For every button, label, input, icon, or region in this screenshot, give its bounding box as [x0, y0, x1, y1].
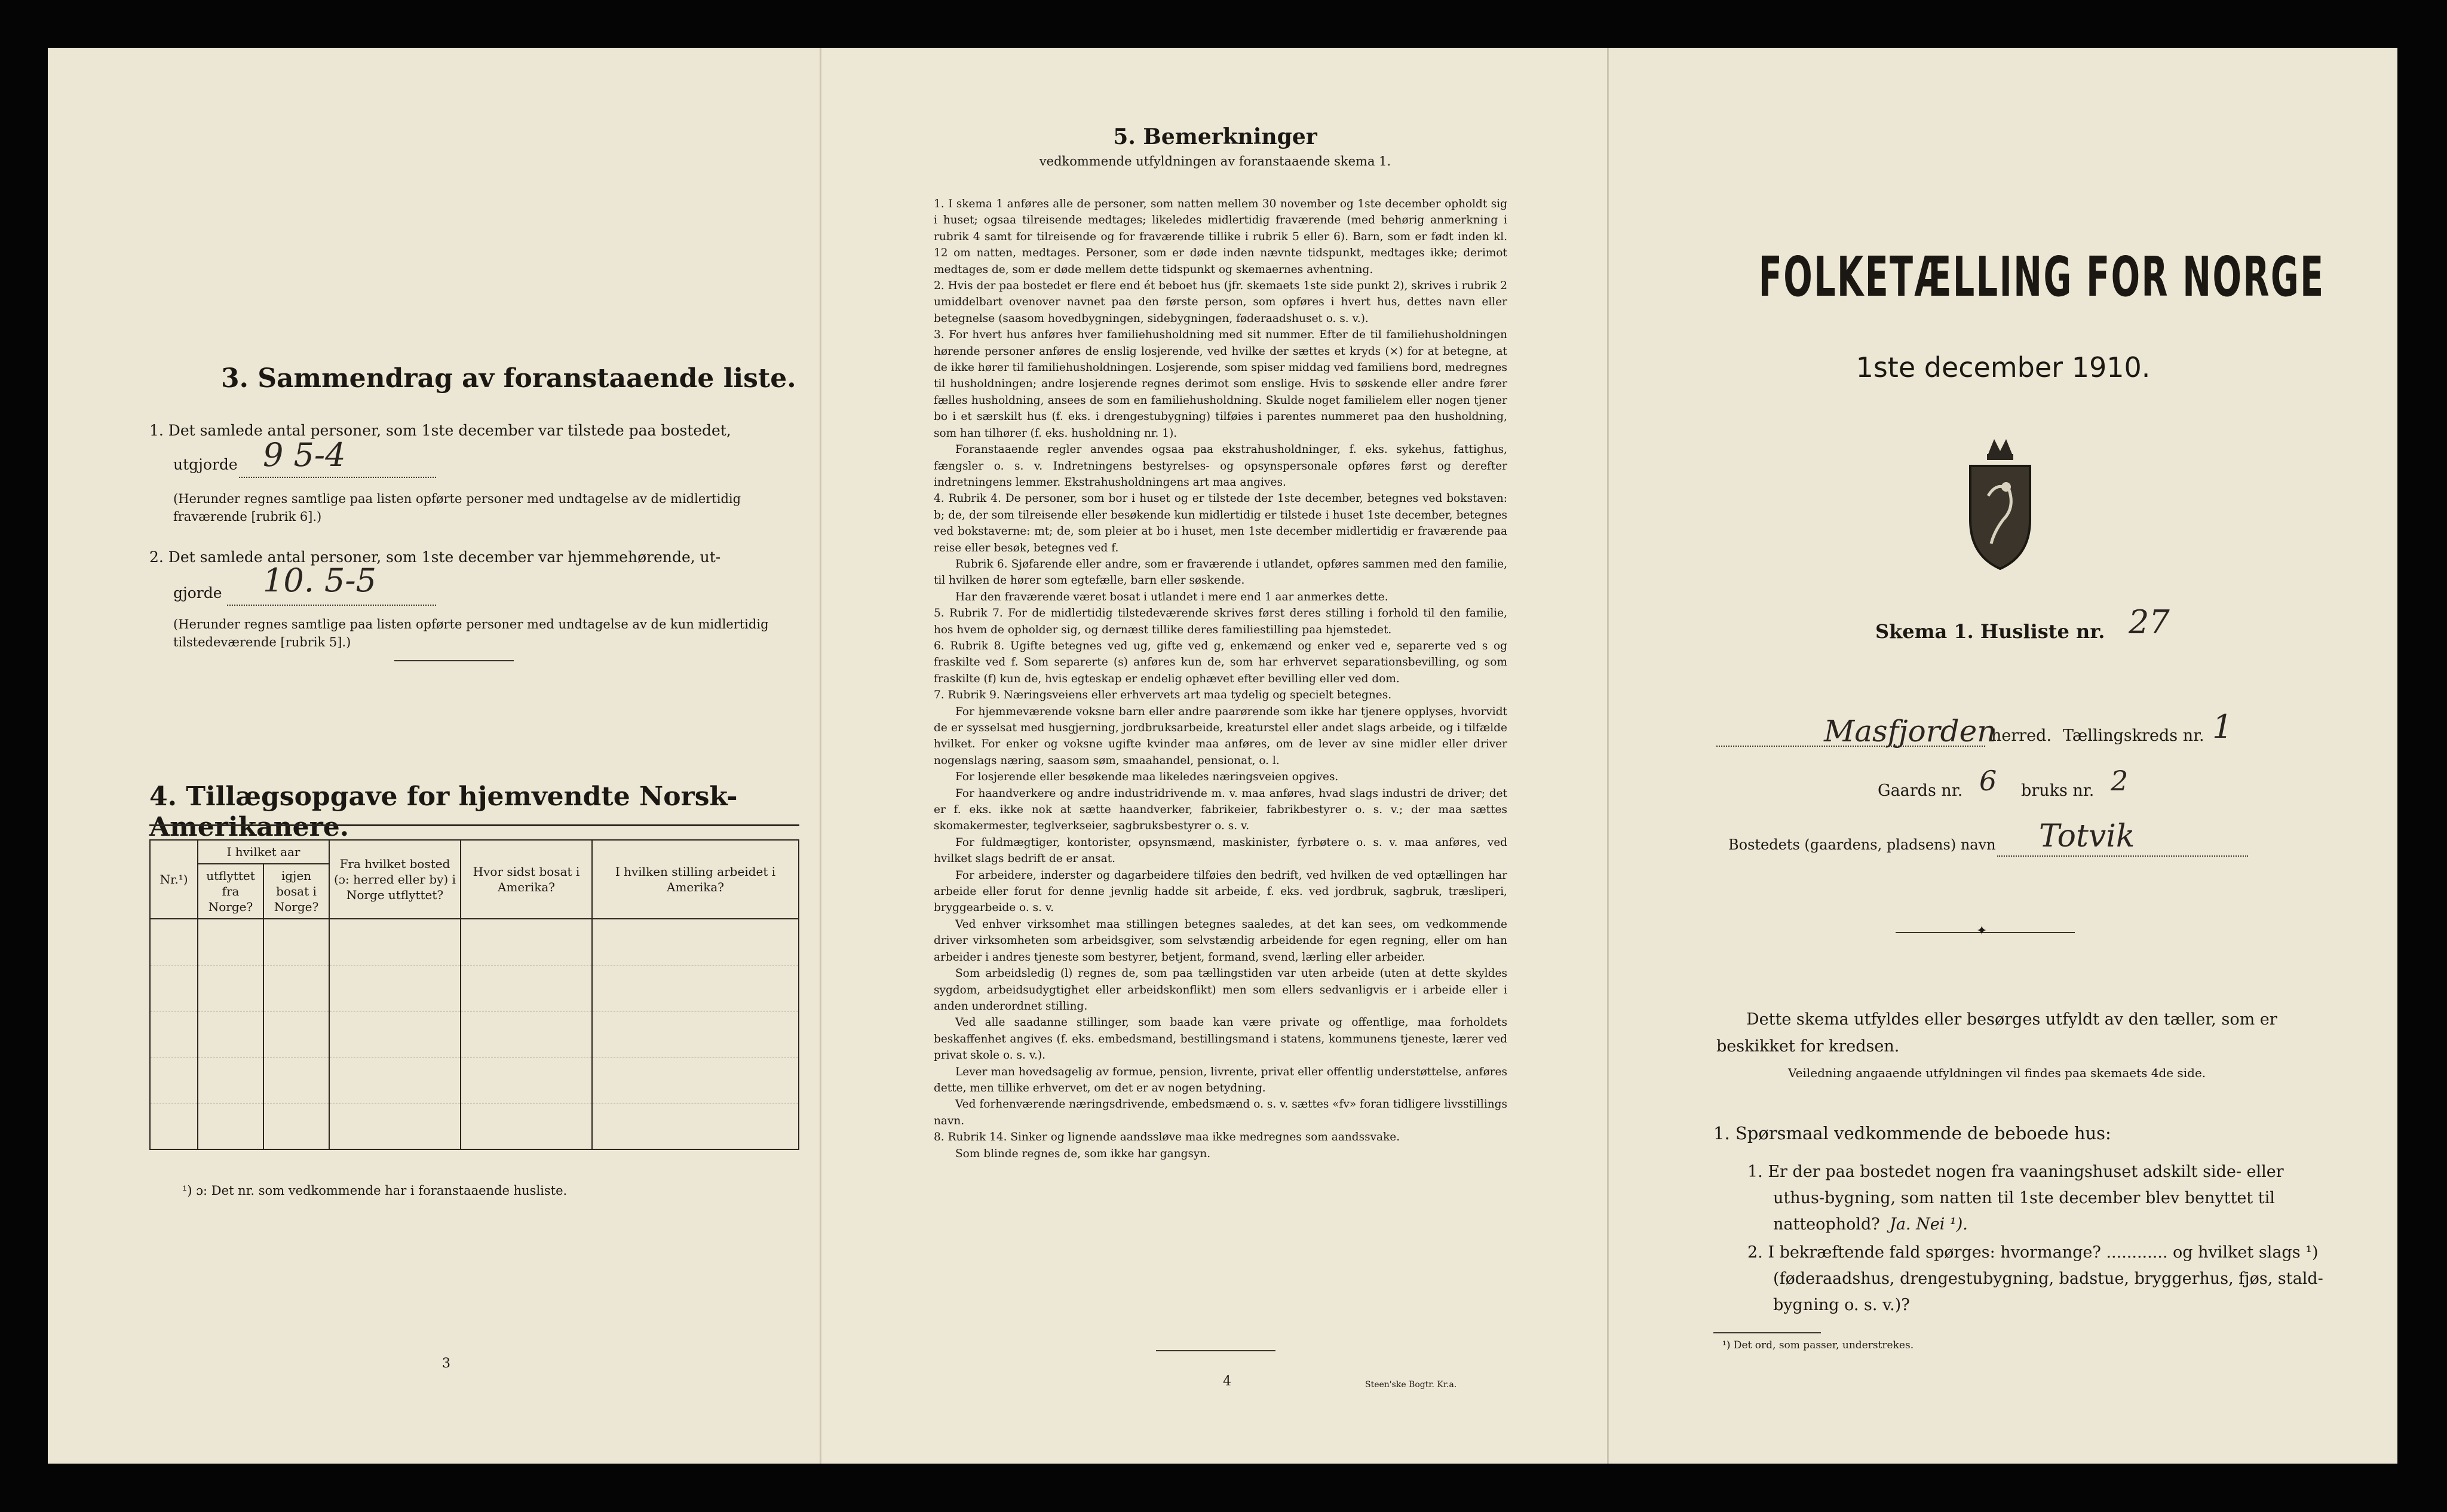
q1-line1: 1. Er der paa bostedet nogen fra vaaningshuset adskilt side- eller [1747, 1163, 2284, 1181]
col-nr: Nr.¹) [150, 840, 198, 919]
table-row [150, 1011, 799, 1057]
husliste-number: 27 [2129, 603, 2170, 641]
divider [1713, 1332, 1821, 1333]
bruks-value: 2 [2111, 765, 2129, 797]
intro-text-line1: Dette skema utfyldes eller besørges utfyldt av den tæller, som er [1746, 1010, 2277, 1029]
remark-paragraph: Ved forhenværende næringsdrivende, embedsmænd o. s. v. sættes «fv» foran tidligere livsstillings navn. [934, 1098, 1507, 1127]
bosted-value: Totvik [2039, 818, 2135, 854]
printer-mark: Steen'ske Bogtr. Kr.a. [1365, 1380, 1457, 1390]
remark-paragraph: Lever man hovedsagelig av formue, pension, livrente, privat eller offentlig understøttelse, anføres dette, men tillike erhvervet, om det er av nogen betydning. [934, 1065, 1507, 1094]
census-date: 1ste december 1910. [1856, 351, 2151, 384]
q2-line2: (føderaadshus, drengestubygning, badstue, bryggerhus, fjøs, stald- [1773, 1269, 2323, 1288]
col-igjen-bosat: igjen bosat i Norge? [263, 864, 329, 919]
section-5-subtitle: vedkommende utfyldningen av foranstaaende skema 1. [1039, 154, 1391, 168]
table-row [150, 1057, 799, 1103]
herred-value: Masfjorden [1824, 714, 1997, 749]
remark-paragraph: 4. Rubrik 4. De personer, som bor i huset og er tilstede der 1ste december, betegnes ved bokstaven: b; de, der som tilreisende eller besøkende kun midlertidig er tilstede i huset 1ste december, betegnes ved bokstaverne: mt; de, som pleier at bo i huset, men 1ste december midlertidig er fraværende paa reise eller besøk, betegnes ved f. [934, 492, 1507, 554]
page-number-middle: 4 [1223, 1374, 1231, 1389]
intro-note: Veiledning angaaende utfyldningen vil findes paa skemaets 4de side. [1788, 1066, 2206, 1080]
sec3-item1-value: 9 5-4 [263, 436, 346, 474]
col-bosat-amerika: Hvor sidst bosat i Amerika? [461, 840, 592, 919]
remarks-text [934, 196, 1507, 1162]
title-rule [149, 824, 799, 826]
remark-paragraph: Har den fraværende været bosat i utlandet i mere end 1 aar anmerkes dette. [955, 590, 1388, 603]
col-stilling-amerika: I hvilken stilling arbeidet i Amerika? [592, 840, 799, 919]
questions-heading: 1. Spørsmaal vedkommende de beboede hus: [1713, 1123, 2111, 1143]
remark-paragraph: For fuldmægtiger, kontorister, opsynsmænd, maskinister, fyrbøtere o. s. v. maa anføres, ved hvilket slags bedrift de er ansat. [934, 836, 1507, 866]
remark-paragraph: 7. Rubrik 9. Næringsveiens eller erhvervets art maa tydelig og specielt betegnes. [934, 689, 1392, 702]
krets-value: 1 [2212, 708, 2233, 746]
sec3-item1-note: (Herunder regnes samtlige paa listen opførte personer med undtagelse av de midlertidig fraværende [rubrik 6].) [173, 492, 741, 524]
bruks-label: bruks nr. [2021, 781, 2095, 800]
q1-line3: natteophold? [1773, 1215, 1880, 1234]
remark-paragraph: For hjemmeværende voksne barn eller andre paarørende som ikke har tjenere opplyses, hvorvidt de er sysselsat med husgjerning, jordbruksarbeide, kreaturstel eller andet slags arbeide, og i tilfælde hvilket. For enker og voksne ugifte kvinder maa anføres, om de lever av sine midler eller driver nogenslags næring, saasom søm, smaahandel, pensionat, o. l. [934, 705, 1507, 767]
col-bosted-norge: Fra hvilket bosted (ɔ: herred eller by) i Norge utflyttet? [329, 840, 461, 919]
norsk-amerikanere-table [149, 839, 799, 1150]
table-row [150, 919, 799, 965]
col-group-aar: I hvilket aar [198, 840, 329, 864]
remark-paragraph: For arbeidere, inderster og dagarbeidere tilføies den bedrift, ved hvilken de ved optællingen har arbeide eller forut for denne jevnlig hadde sit arbeide, f. eks. ved jordbruk, sagbruk, træsliperi, bryggearbeide o. s. v. [934, 869, 1507, 915]
col-utflyttet: utflyttet fra Norge? [198, 864, 263, 919]
q2-line1: 2. I bekræftende fald spørges: hvormange? ............ og hvilket slags ¹) [1747, 1243, 2319, 1262]
q2-line3: bygning o. s. v.)? [1773, 1296, 1910, 1314]
intro-text-line2: beskikket for kredsen. [1716, 1037, 1900, 1056]
right-footnote: ¹) Det ord, som passer, understrekes. [1722, 1339, 1914, 1351]
sec3-item1-label: utgjorde [173, 456, 238, 473]
section-4-title: 4. Tillægsopgave for hjemvendte Norsk-Amerikanere. [149, 781, 738, 842]
page-left [48, 48, 821, 1464]
remark-paragraph: Som arbeidsledig (l) regnes de, som paa tællingstiden var uten arbeide (uten at dette skyldes sygdom, arbeidsudygtighet eller arbeidskonflikt) men som ellers sedvanligvis er i arbeide eller i anden underordnet stilling. [934, 967, 1507, 1013]
remark-paragraph: Som blinde regnes de, som ikke har gangsyn. [955, 1147, 1211, 1160]
sec3-item2-value: 10. 5-5 [263, 562, 377, 599]
remark-paragraph: 3. For hvert hus anføres hver familiehusholdning med sit nummer. Efter de til familiehusholdningen hørende personer anføres de enslig losjerende, ved hvilke der sættes et kryds (×) for at betegne, at de ikke hører til familiehusholdningen. Losjerende, som spiser middag ved familiens bord, medregnes til husholdningen; andre losjerende regnes derimot som enslige. Hvis to søskende eller andre fører fælles husholdning, ansees de som en familiehusholdning. Skulde noget familielem eller nogen tjener bo i et særskilt hus (f. eks. i drengestubygning) tilføies i parentes nummeret paa den husholdning, som han tilhører (f. eks. husholdning nr. 1). [934, 329, 1507, 440]
main-title: FOLKETÆLLING FOR NORGE [1758, 245, 2325, 309]
remark-paragraph: Foranstaaende regler anvendes ogsaa paa ekstrahusholdninger, f. eks. sykehus, fattighus, fængsler o. s. v. Indretningens bestyrelses- og opsynspersonale opføres først og derefter indretningens lemmer. Ekstrahusholdningens art maa angives. [934, 443, 1507, 489]
q1-options[interactable]: Ja. Nei ¹). [1890, 1215, 1968, 1234]
sec3-item2-label: gjorde [173, 584, 222, 602]
remark-paragraph: For losjerende eller besøkende maa likeledes næringsveien opgives. [955, 771, 1339, 784]
herred-label: herred. [1991, 726, 2052, 745]
section-5-title: 5. Bemerkninger [1113, 124, 1317, 149]
gaards-label: Gaards nr. [1878, 781, 1963, 800]
sec3-item2-line [227, 605, 436, 606]
sec3-item1-text: 1. Det samlede antal personer, som 1ste december var tilstede paa bostedet, [149, 422, 731, 439]
section-3-title: 3. Sammendrag av foranstaaende liste. [221, 363, 796, 394]
sec3-item2-note: (Herunder regnes samtlige paa listen opførte personer med undtagelse av de kun midlertidig tilstedeværende [rubrik 5].) [173, 617, 769, 649]
remark-paragraph: 8. Rubrik 14. Sinker og lignende aandssløve maa ikke medregnes som aandssvake. [934, 1131, 1400, 1144]
norwegian-coat-of-arms-icon [1958, 430, 2042, 573]
ornament-icon: ✦ [1976, 924, 1988, 939]
bosted-label: Bostedets (gaardens, pladsens) navn [1728, 836, 1996, 853]
remark-paragraph: 1. I skema 1 anføres alle de personer, som natten mellem 30 november og 1ste december opholdt sig i huset; ogsaa tilreisende medtages; likeledes midlertidig fraværende (med behørig anmerkning i rubrik 4 samt for tilreisende og for fraværende tillike i rubrik 5 eller 6). Barn, som er født inden kl. 12 om natten, medtages. Personer, som er døde inden nævnte tidspunkt, medtages ikke; derimot medtages de, som er døde mellem dette tidspunkt og skemaernes avhentning. [934, 198, 1507, 276]
table-row [150, 1103, 799, 1150]
remark-paragraph: 2. Hvis der paa bostedet er flere end ét beboet hus (jfr. skemaets 1ste side punkt 2), skrives i rubrik 2 umiddelbart ovenover navnet paa den første person, som opføres i hvert hus, dettes navn eller betegnelse (saasom hovedbygningen, sidebygningen, føderaadshuset o. s. v.). [934, 280, 1507, 325]
q1-line2: uthus-bygning, som natten til 1ste december blev benyttet til [1773, 1189, 2275, 1207]
krets-label: Tællingskreds nr. [2063, 726, 2204, 745]
remark-paragraph: 5. Rubrik 7. For de midlertidig tilstedeværende skrives først deres stilling i forhold til den familie, hos hvem de opholder sig, og dernæst tillike deres familiestilling paa hjemstedet. [934, 607, 1507, 636]
sec3-item2-text: 2. Det samlede antal personer, som 1ste december var hjemmehørende, ut- [149, 548, 721, 566]
sec3-item1-line [239, 477, 436, 478]
remark-paragraph: Rubrik 6. Sjøfarende eller andre, som er fraværende i utlandet, opføres sammen med den familie, til hvilken de hører som egtefælle, barn eller søskende. [934, 557, 1507, 587]
divider [1156, 1350, 1275, 1351]
page-middle [821, 48, 1609, 1464]
remark-paragraph: 6. Rubrik 8. Ugifte betegnes ved ug, gifte ved g, enkemænd og enker ved e, separerte ved s og fraskilte ved f. Som separerte (s) anføres kun de, som har erhvervet separationsbevilling, og som fraskilte (f) kun de, hvis egteskap er endelig ophævet efter bevilling eller ved dom. [934, 639, 1507, 685]
page-number-left: 3 [442, 1356, 450, 1371]
table-row [150, 965, 799, 1011]
schema-label: Skema 1. Husliste nr. [1875, 620, 2105, 643]
bosted-line [1997, 855, 2248, 857]
gaards-value: 6 [1979, 765, 1997, 797]
remark-paragraph: For haandverkere og andre industridrivende m. v. maa anføres, hvad slags industri de driver; det er f. eks. ikke nok at sætte haandverker, fabrikeier, fabrikbestyrer o. s. v.; der maa sættes skomakermester, teglverkseier, sagbruksbestyrer o. s. v. [934, 787, 1507, 833]
page-right [1609, 48, 2397, 1464]
divider [394, 660, 514, 661]
remark-paragraph: Ved enhver virksomhet maa stillingen betegnes saaledes, at det kan sees, om vedkommende driver virksomheten som arbeidsgiver, som selvstændig arbeidende for egen regning, eller om han arbeider i andres tjeneste som bestyrer, betjent, formand, svend, lærling eller arbeider. [934, 918, 1507, 964]
remark-paragraph: Ved alle saadanne stillinger, som baade kan være private og offentlige, maa forholdets beskaffenhet angives (f. eks. embedsmand, bestillingsmand i statens, kommunens tjeneste, lærer ved privat skole o. s. v.). [934, 1016, 1507, 1062]
sec4-footnote: ¹) ɔ: Det nr. som vedkommende har i foranstaaende husliste. [182, 1183, 568, 1198]
